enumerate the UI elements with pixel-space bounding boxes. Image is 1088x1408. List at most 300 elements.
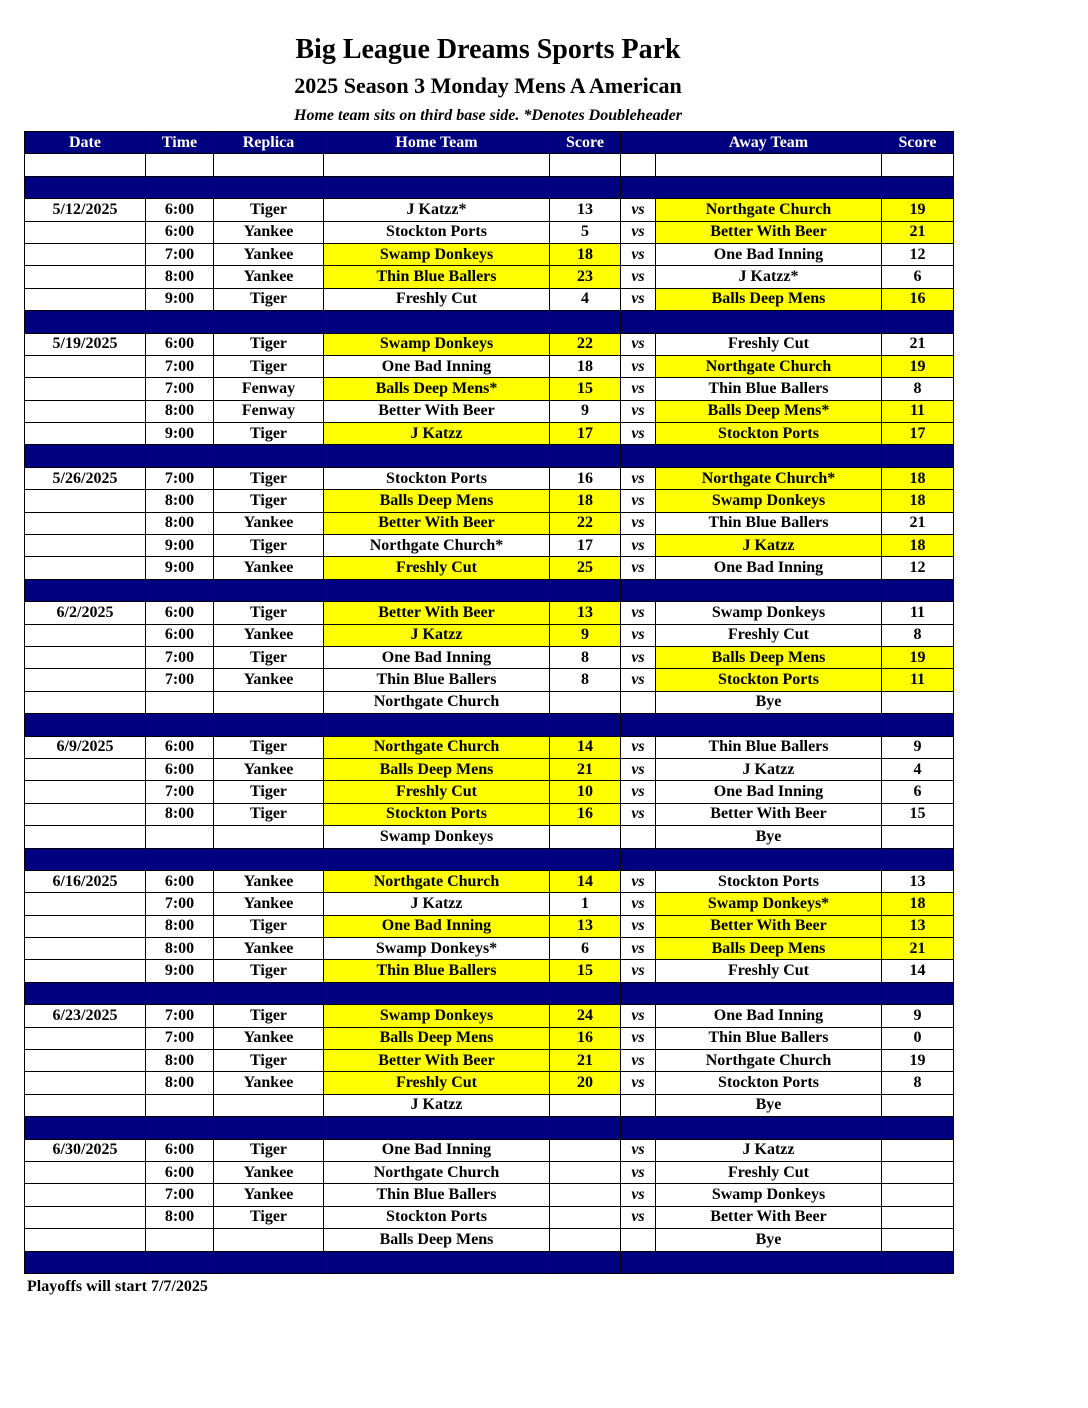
game-row xyxy=(25,1206,954,1228)
time-cell: 7:00 xyxy=(146,243,214,265)
home-team-cell: Northgate Church xyxy=(324,691,550,713)
replica-cell: Tiger xyxy=(214,915,324,937)
away-team-cell: Thin Blue Ballers xyxy=(656,378,882,400)
away-team-cell: Thin Blue Ballers xyxy=(656,512,882,534)
home-team-cell: J Katzz* xyxy=(324,199,550,221)
separator-cell xyxy=(656,579,882,601)
time-cell: 7:00 xyxy=(146,378,214,400)
game-row xyxy=(25,1094,954,1116)
away-team-cell: Stockton Ports xyxy=(656,870,882,892)
week-separator-row xyxy=(25,714,954,736)
home-team-cell: Thin Blue Ballers xyxy=(324,960,550,982)
game-row xyxy=(25,893,954,915)
home-score-cell xyxy=(550,691,621,713)
separator-cell xyxy=(146,176,214,198)
blank-cell xyxy=(882,154,954,176)
away-team-cell: One Bad Inning xyxy=(656,243,882,265)
time-cell: 7:00 xyxy=(146,893,214,915)
game-row xyxy=(25,646,954,668)
home-team-cell: Freshly Cut xyxy=(324,1072,550,1094)
vs-cell: vs xyxy=(621,960,656,982)
separator-cell xyxy=(214,714,324,736)
date-cell xyxy=(25,624,146,646)
away-team-cell: Swamp Donkeys* xyxy=(656,893,882,915)
time-cell: 9:00 xyxy=(146,288,214,310)
time-cell: 6:00 xyxy=(146,221,214,243)
date-cell: 6/23/2025 xyxy=(25,1005,146,1027)
schedule-body xyxy=(25,154,954,1274)
blank-cell xyxy=(621,154,656,176)
game-row xyxy=(25,512,954,534)
game-row xyxy=(25,423,954,445)
page-title: Big League Dreams Sports Park xyxy=(295,34,681,65)
vs-cell: vs xyxy=(621,1050,656,1072)
separator-cell xyxy=(25,311,146,333)
vs-cell: vs xyxy=(621,1161,656,1183)
date-cell xyxy=(25,1229,146,1251)
away-score-cell: 13 xyxy=(882,870,954,892)
separator-cell xyxy=(621,579,656,601)
away-team-cell: Northgate Church xyxy=(656,1050,882,1072)
away-score-cell: 11 xyxy=(882,400,954,422)
game-row xyxy=(25,1050,954,1072)
vs-cell: vs xyxy=(621,736,656,758)
time-cell: 6:00 xyxy=(146,870,214,892)
home-score-cell: 24 xyxy=(550,1005,621,1027)
home-score-cell: 25 xyxy=(550,557,621,579)
vs-cell: vs xyxy=(621,1005,656,1027)
vs-cell: vs xyxy=(621,669,656,691)
separator-cell xyxy=(882,579,954,601)
home-score-cell: 8 xyxy=(550,669,621,691)
vs-cell xyxy=(621,826,656,848)
column-header-away-score: Score xyxy=(882,132,954,154)
replica-cell: Yankee xyxy=(214,1027,324,1049)
time-cell: 7:00 xyxy=(146,1184,214,1206)
home-team-cell: One Bad Inning xyxy=(324,915,550,937)
home-team-cell: Thin Blue Ballers xyxy=(324,266,550,288)
time-cell: 6:00 xyxy=(146,758,214,780)
separator-cell xyxy=(550,176,621,198)
home-score-cell: 21 xyxy=(550,758,621,780)
home-score-cell xyxy=(550,1206,621,1228)
away-score-cell: 11 xyxy=(882,669,954,691)
game-row xyxy=(25,1161,954,1183)
home-score-cell: 10 xyxy=(550,781,621,803)
home-score-cell: 16 xyxy=(550,467,621,489)
game-row xyxy=(25,1184,954,1206)
separator-cell xyxy=(146,982,214,1004)
game-row xyxy=(25,826,954,848)
home-score-cell: 21 xyxy=(550,1050,621,1072)
home-team-cell: Better With Beer xyxy=(324,512,550,534)
away-score-cell xyxy=(882,1139,954,1161)
home-team-cell: Swamp Donkeys xyxy=(324,1005,550,1027)
separator-cell xyxy=(882,714,954,736)
week-separator-row xyxy=(25,579,954,601)
game-row xyxy=(25,691,954,713)
date-cell xyxy=(25,221,146,243)
away-team-cell: One Bad Inning xyxy=(656,557,882,579)
home-team-cell: Freshly Cut xyxy=(324,557,550,579)
replica-cell: Tiger xyxy=(214,646,324,668)
home-team-cell: J Katzz xyxy=(324,423,550,445)
schedule-table xyxy=(24,131,954,1274)
vs-cell: vs xyxy=(621,199,656,221)
separator-cell xyxy=(656,176,882,198)
away-score-cell: 6 xyxy=(882,266,954,288)
column-header-time: Time xyxy=(146,132,214,154)
away-team-cell: Northgate Church xyxy=(656,199,882,221)
time-cell: 8:00 xyxy=(146,803,214,825)
vs-cell: vs xyxy=(621,378,656,400)
home-score-cell: 22 xyxy=(550,333,621,355)
away-team-cell: Better With Beer xyxy=(656,915,882,937)
home-score-cell: 13 xyxy=(550,602,621,624)
date-cell xyxy=(25,355,146,377)
replica-cell: Tiger xyxy=(214,535,324,557)
home-score-cell: 16 xyxy=(550,1027,621,1049)
home-team-cell: Better With Beer xyxy=(324,1050,550,1072)
date-cell xyxy=(25,803,146,825)
home-team-cell: Freshly Cut xyxy=(324,288,550,310)
vs-cell: vs xyxy=(621,243,656,265)
away-team-cell: Swamp Donkeys xyxy=(656,490,882,512)
week-separator-row xyxy=(25,445,954,467)
home-score-cell: 17 xyxy=(550,423,621,445)
replica-cell: Tiger xyxy=(214,736,324,758)
vs-cell: vs xyxy=(621,333,656,355)
date-cell: 6/30/2025 xyxy=(25,1139,146,1161)
blank-cell xyxy=(550,154,621,176)
away-team-cell: Stockton Ports xyxy=(656,423,882,445)
column-header-home-team: Home Team xyxy=(324,132,550,154)
vs-cell: vs xyxy=(621,423,656,445)
home-score-cell xyxy=(550,1184,621,1206)
home-team-cell: Northgate Church xyxy=(324,1161,550,1183)
replica-cell: Yankee xyxy=(214,557,324,579)
replica-cell: Tiger xyxy=(214,602,324,624)
replica-cell: Yankee xyxy=(214,243,324,265)
away-score-cell: 18 xyxy=(882,893,954,915)
game-row xyxy=(25,199,954,221)
date-cell xyxy=(25,758,146,780)
column-header-replica: Replica xyxy=(214,132,324,154)
time-cell: 6:00 xyxy=(146,624,214,646)
replica-cell xyxy=(214,1094,324,1116)
separator-cell xyxy=(146,1251,214,1273)
vs-cell: vs xyxy=(621,893,656,915)
home-score-cell: 18 xyxy=(550,490,621,512)
date-cell xyxy=(25,1050,146,1072)
blank-cell xyxy=(146,154,214,176)
separator-cell xyxy=(621,445,656,467)
table-header-row xyxy=(25,132,954,154)
away-team-cell: Stockton Ports xyxy=(656,1072,882,1094)
home-team-cell: J Katzz xyxy=(324,624,550,646)
home-team-cell: Swamp Donkeys xyxy=(324,826,550,848)
game-row xyxy=(25,288,954,310)
home-team-cell: Swamp Donkeys xyxy=(324,333,550,355)
time-cell: 9:00 xyxy=(146,423,214,445)
game-row xyxy=(25,1027,954,1049)
date-cell: 5/26/2025 xyxy=(25,467,146,489)
away-team-cell: Balls Deep Mens xyxy=(656,938,882,960)
replica-cell: Tiger xyxy=(214,288,324,310)
game-row xyxy=(25,243,954,265)
week-separator-row xyxy=(25,848,954,870)
week-separator-row xyxy=(25,1251,954,1273)
separator-cell xyxy=(214,982,324,1004)
home-score-cell: 14 xyxy=(550,736,621,758)
separator-cell xyxy=(146,1117,214,1139)
date-cell xyxy=(25,288,146,310)
game-row xyxy=(25,938,954,960)
separator-cell xyxy=(621,1117,656,1139)
separator-cell xyxy=(621,311,656,333)
away-team-cell: Balls Deep Mens xyxy=(656,646,882,668)
vs-cell: vs xyxy=(621,467,656,489)
separator-cell xyxy=(621,848,656,870)
away-team-cell: Freshly Cut xyxy=(656,1161,882,1183)
game-row xyxy=(25,870,954,892)
home-team-cell: Northgate Church xyxy=(324,736,550,758)
time-cell: 8:00 xyxy=(146,1072,214,1094)
footer-note: Playoffs will start 7/7/2025 xyxy=(27,1278,208,1295)
replica-cell: Tiger xyxy=(214,199,324,221)
vs-cell: vs xyxy=(621,355,656,377)
date-cell xyxy=(25,1027,146,1049)
vs-cell: vs xyxy=(621,646,656,668)
blank-cell xyxy=(324,154,550,176)
replica-cell: Fenway xyxy=(214,378,324,400)
separator-cell xyxy=(882,445,954,467)
vs-cell: vs xyxy=(621,288,656,310)
away-team-cell: Swamp Donkeys xyxy=(656,602,882,624)
game-row xyxy=(25,467,954,489)
time-cell: 7:00 xyxy=(146,467,214,489)
away-score-cell: 9 xyxy=(882,736,954,758)
separator-cell xyxy=(146,714,214,736)
away-score-cell: 16 xyxy=(882,288,954,310)
vs-cell: vs xyxy=(621,781,656,803)
game-row xyxy=(25,1005,954,1027)
week-separator-row xyxy=(25,1117,954,1139)
replica-cell: Yankee xyxy=(214,221,324,243)
time-cell: 9:00 xyxy=(146,960,214,982)
time-cell: 8:00 xyxy=(146,1050,214,1072)
away-team-cell: Swamp Donkeys xyxy=(656,1184,882,1206)
away-score-cell: 11 xyxy=(882,602,954,624)
separator-cell xyxy=(324,1251,550,1273)
separator-cell xyxy=(550,1117,621,1139)
replica-cell: Tiger xyxy=(214,1206,324,1228)
away-team-cell: Freshly Cut xyxy=(656,333,882,355)
away-score-cell: 9 xyxy=(882,1005,954,1027)
vs-cell: vs xyxy=(621,1072,656,1094)
home-score-cell: 4 xyxy=(550,288,621,310)
replica-cell: Tiger xyxy=(214,490,324,512)
replica-cell: Yankee xyxy=(214,1072,324,1094)
separator-cell xyxy=(25,579,146,601)
game-row xyxy=(25,1139,954,1161)
game-row xyxy=(25,378,954,400)
time-cell xyxy=(146,1229,214,1251)
separator-cell xyxy=(550,445,621,467)
home-team-cell: One Bad Inning xyxy=(324,355,550,377)
time-cell: 8:00 xyxy=(146,915,214,937)
separator-cell xyxy=(214,311,324,333)
date-cell xyxy=(25,691,146,713)
separator-cell xyxy=(25,176,146,198)
separator-cell xyxy=(25,1251,146,1273)
away-team-cell: J Katzz xyxy=(656,1139,882,1161)
vs-cell xyxy=(621,1094,656,1116)
replica-cell: Yankee xyxy=(214,512,324,534)
away-score-cell: 19 xyxy=(882,646,954,668)
away-team-cell: Northgate Church xyxy=(656,355,882,377)
week-separator-row xyxy=(25,311,954,333)
away-score-cell: 12 xyxy=(882,243,954,265)
game-row xyxy=(25,758,954,780)
home-score-cell: 6 xyxy=(550,938,621,960)
separator-cell xyxy=(882,982,954,1004)
home-team-cell: Thin Blue Ballers xyxy=(324,669,550,691)
away-score-cell xyxy=(882,1184,954,1206)
time-cell: 8:00 xyxy=(146,938,214,960)
game-row xyxy=(25,266,954,288)
home-team-cell: Balls Deep Mens* xyxy=(324,378,550,400)
vs-cell: vs xyxy=(621,624,656,646)
home-team-cell: Thin Blue Ballers xyxy=(324,1184,550,1206)
date-cell: 6/9/2025 xyxy=(25,736,146,758)
replica-cell: Fenway xyxy=(214,400,324,422)
date-cell xyxy=(25,490,146,512)
time-cell: 9:00 xyxy=(146,535,214,557)
page-subtitle: 2025 Season 3 Monday Mens A American xyxy=(294,73,682,98)
vs-cell: vs xyxy=(621,1139,656,1161)
away-score-cell xyxy=(882,826,954,848)
game-row xyxy=(25,915,954,937)
replica-cell: Tiger xyxy=(214,803,324,825)
separator-cell xyxy=(324,176,550,198)
vs-cell: vs xyxy=(621,758,656,780)
separator-cell xyxy=(656,445,882,467)
home-team-cell: Balls Deep Mens xyxy=(324,490,550,512)
date-cell xyxy=(25,557,146,579)
date-cell xyxy=(25,1161,146,1183)
week-separator-row xyxy=(25,176,954,198)
vs-cell xyxy=(621,691,656,713)
date-cell: 5/19/2025 xyxy=(25,333,146,355)
replica-cell xyxy=(214,691,324,713)
away-score-cell: 21 xyxy=(882,512,954,534)
away-score-cell: 8 xyxy=(882,624,954,646)
away-team-cell: Better With Beer xyxy=(656,803,882,825)
separator-cell xyxy=(146,848,214,870)
vs-cell: vs xyxy=(621,602,656,624)
away-score-cell xyxy=(882,1094,954,1116)
vs-cell: vs xyxy=(621,535,656,557)
away-score-cell: 19 xyxy=(882,199,954,221)
away-score-cell: 21 xyxy=(882,221,954,243)
vs-cell: vs xyxy=(621,490,656,512)
separator-cell xyxy=(214,176,324,198)
vs-cell: vs xyxy=(621,1206,656,1228)
vs-cell: vs xyxy=(621,557,656,579)
time-cell: 6:00 xyxy=(146,1139,214,1161)
replica-cell: Yankee xyxy=(214,870,324,892)
week-separator-row xyxy=(25,982,954,1004)
replica-cell: Tiger xyxy=(214,1005,324,1027)
date-cell xyxy=(25,1072,146,1094)
date-cell xyxy=(25,1184,146,1206)
home-team-cell: Better With Beer xyxy=(324,602,550,624)
away-team-cell: J Katzz* xyxy=(656,266,882,288)
replica-cell: Yankee xyxy=(214,758,324,780)
away-team-cell: One Bad Inning xyxy=(656,781,882,803)
separator-cell xyxy=(324,1117,550,1139)
away-team-cell: Bye xyxy=(656,1229,882,1251)
separator-cell xyxy=(882,1117,954,1139)
date-cell xyxy=(25,915,146,937)
time-cell: 7:00 xyxy=(146,1005,214,1027)
date-cell xyxy=(25,938,146,960)
replica-cell: Tiger xyxy=(214,333,324,355)
blank-cell xyxy=(214,154,324,176)
away-team-cell: J Katzz xyxy=(656,535,882,557)
column-header-away-team: Away Team xyxy=(656,132,882,154)
date-cell xyxy=(25,535,146,557)
time-cell: 8:00 xyxy=(146,266,214,288)
replica-cell: Yankee xyxy=(214,266,324,288)
away-score-cell: 0 xyxy=(882,1027,954,1049)
vs-cell: vs xyxy=(621,915,656,937)
home-team-cell: Better With Beer xyxy=(324,400,550,422)
game-row xyxy=(25,490,954,512)
replica-cell: Yankee xyxy=(214,938,324,960)
date-cell: 6/2/2025 xyxy=(25,602,146,624)
game-row xyxy=(25,355,954,377)
time-cell: 8:00 xyxy=(146,490,214,512)
away-score-cell xyxy=(882,1161,954,1183)
date-cell: 6/16/2025 xyxy=(25,870,146,892)
home-score-cell xyxy=(550,826,621,848)
away-score-cell: 12 xyxy=(882,557,954,579)
date-cell xyxy=(25,826,146,848)
separator-cell xyxy=(25,848,146,870)
date-cell xyxy=(25,378,146,400)
blank-cell xyxy=(25,154,146,176)
replica-cell: Yankee xyxy=(214,1184,324,1206)
date-cell xyxy=(25,512,146,534)
separator-cell xyxy=(550,579,621,601)
separator-cell xyxy=(25,982,146,1004)
game-row xyxy=(25,624,954,646)
date-cell xyxy=(25,423,146,445)
home-score-cell xyxy=(550,1229,621,1251)
home-score-cell: 15 xyxy=(550,960,621,982)
vs-cell: vs xyxy=(621,870,656,892)
away-score-cell: 21 xyxy=(882,333,954,355)
replica-cell: Tiger xyxy=(214,1139,324,1161)
replica-cell: Yankee xyxy=(214,1161,324,1183)
separator-cell xyxy=(324,982,550,1004)
separator-cell xyxy=(324,445,550,467)
date-cell xyxy=(25,400,146,422)
away-score-cell: 21 xyxy=(882,938,954,960)
away-team-cell: Balls Deep Mens xyxy=(656,288,882,310)
